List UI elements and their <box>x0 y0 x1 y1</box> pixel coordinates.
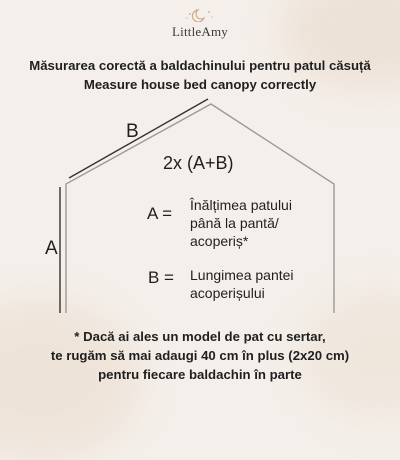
footnote-line: pentru fiecare baldachin în parte <box>98 367 302 382</box>
definition-b-text <box>190 266 320 302</box>
definition-b-key: B = <box>148 268 174 287</box>
definition-a-key: A = <box>147 204 173 223</box>
definition-a-line: acoperiș* <box>190 233 249 249</box>
definition-b-line: Lungimea pantei <box>190 267 294 283</box>
definition-a-line: până la pantă/ <box>190 215 279 231</box>
canopy-formula: 2x (A+B) <box>163 153 234 173</box>
definition-a-text <box>190 196 320 250</box>
definition-b-line: acoperișului <box>190 285 265 301</box>
label-b: B <box>126 121 139 142</box>
headline-english: Measure house bed canopy correctly <box>83 77 317 92</box>
brand-name: LittleAmy <box>172 24 228 39</box>
headline-romanian: Măsurarea corectă a baldachinului pentru patul căsuță <box>29 58 371 73</box>
label-a: A <box>45 238 58 259</box>
footnote-line: te rugăm să mai adaugi 40 cm în plus (2x20 cm) <box>50 348 350 363</box>
definition-a-line: Înălțimea patului <box>190 197 292 213</box>
footnote-line: * Dacă ai ales un model de pat cu sertar, <box>74 329 326 344</box>
